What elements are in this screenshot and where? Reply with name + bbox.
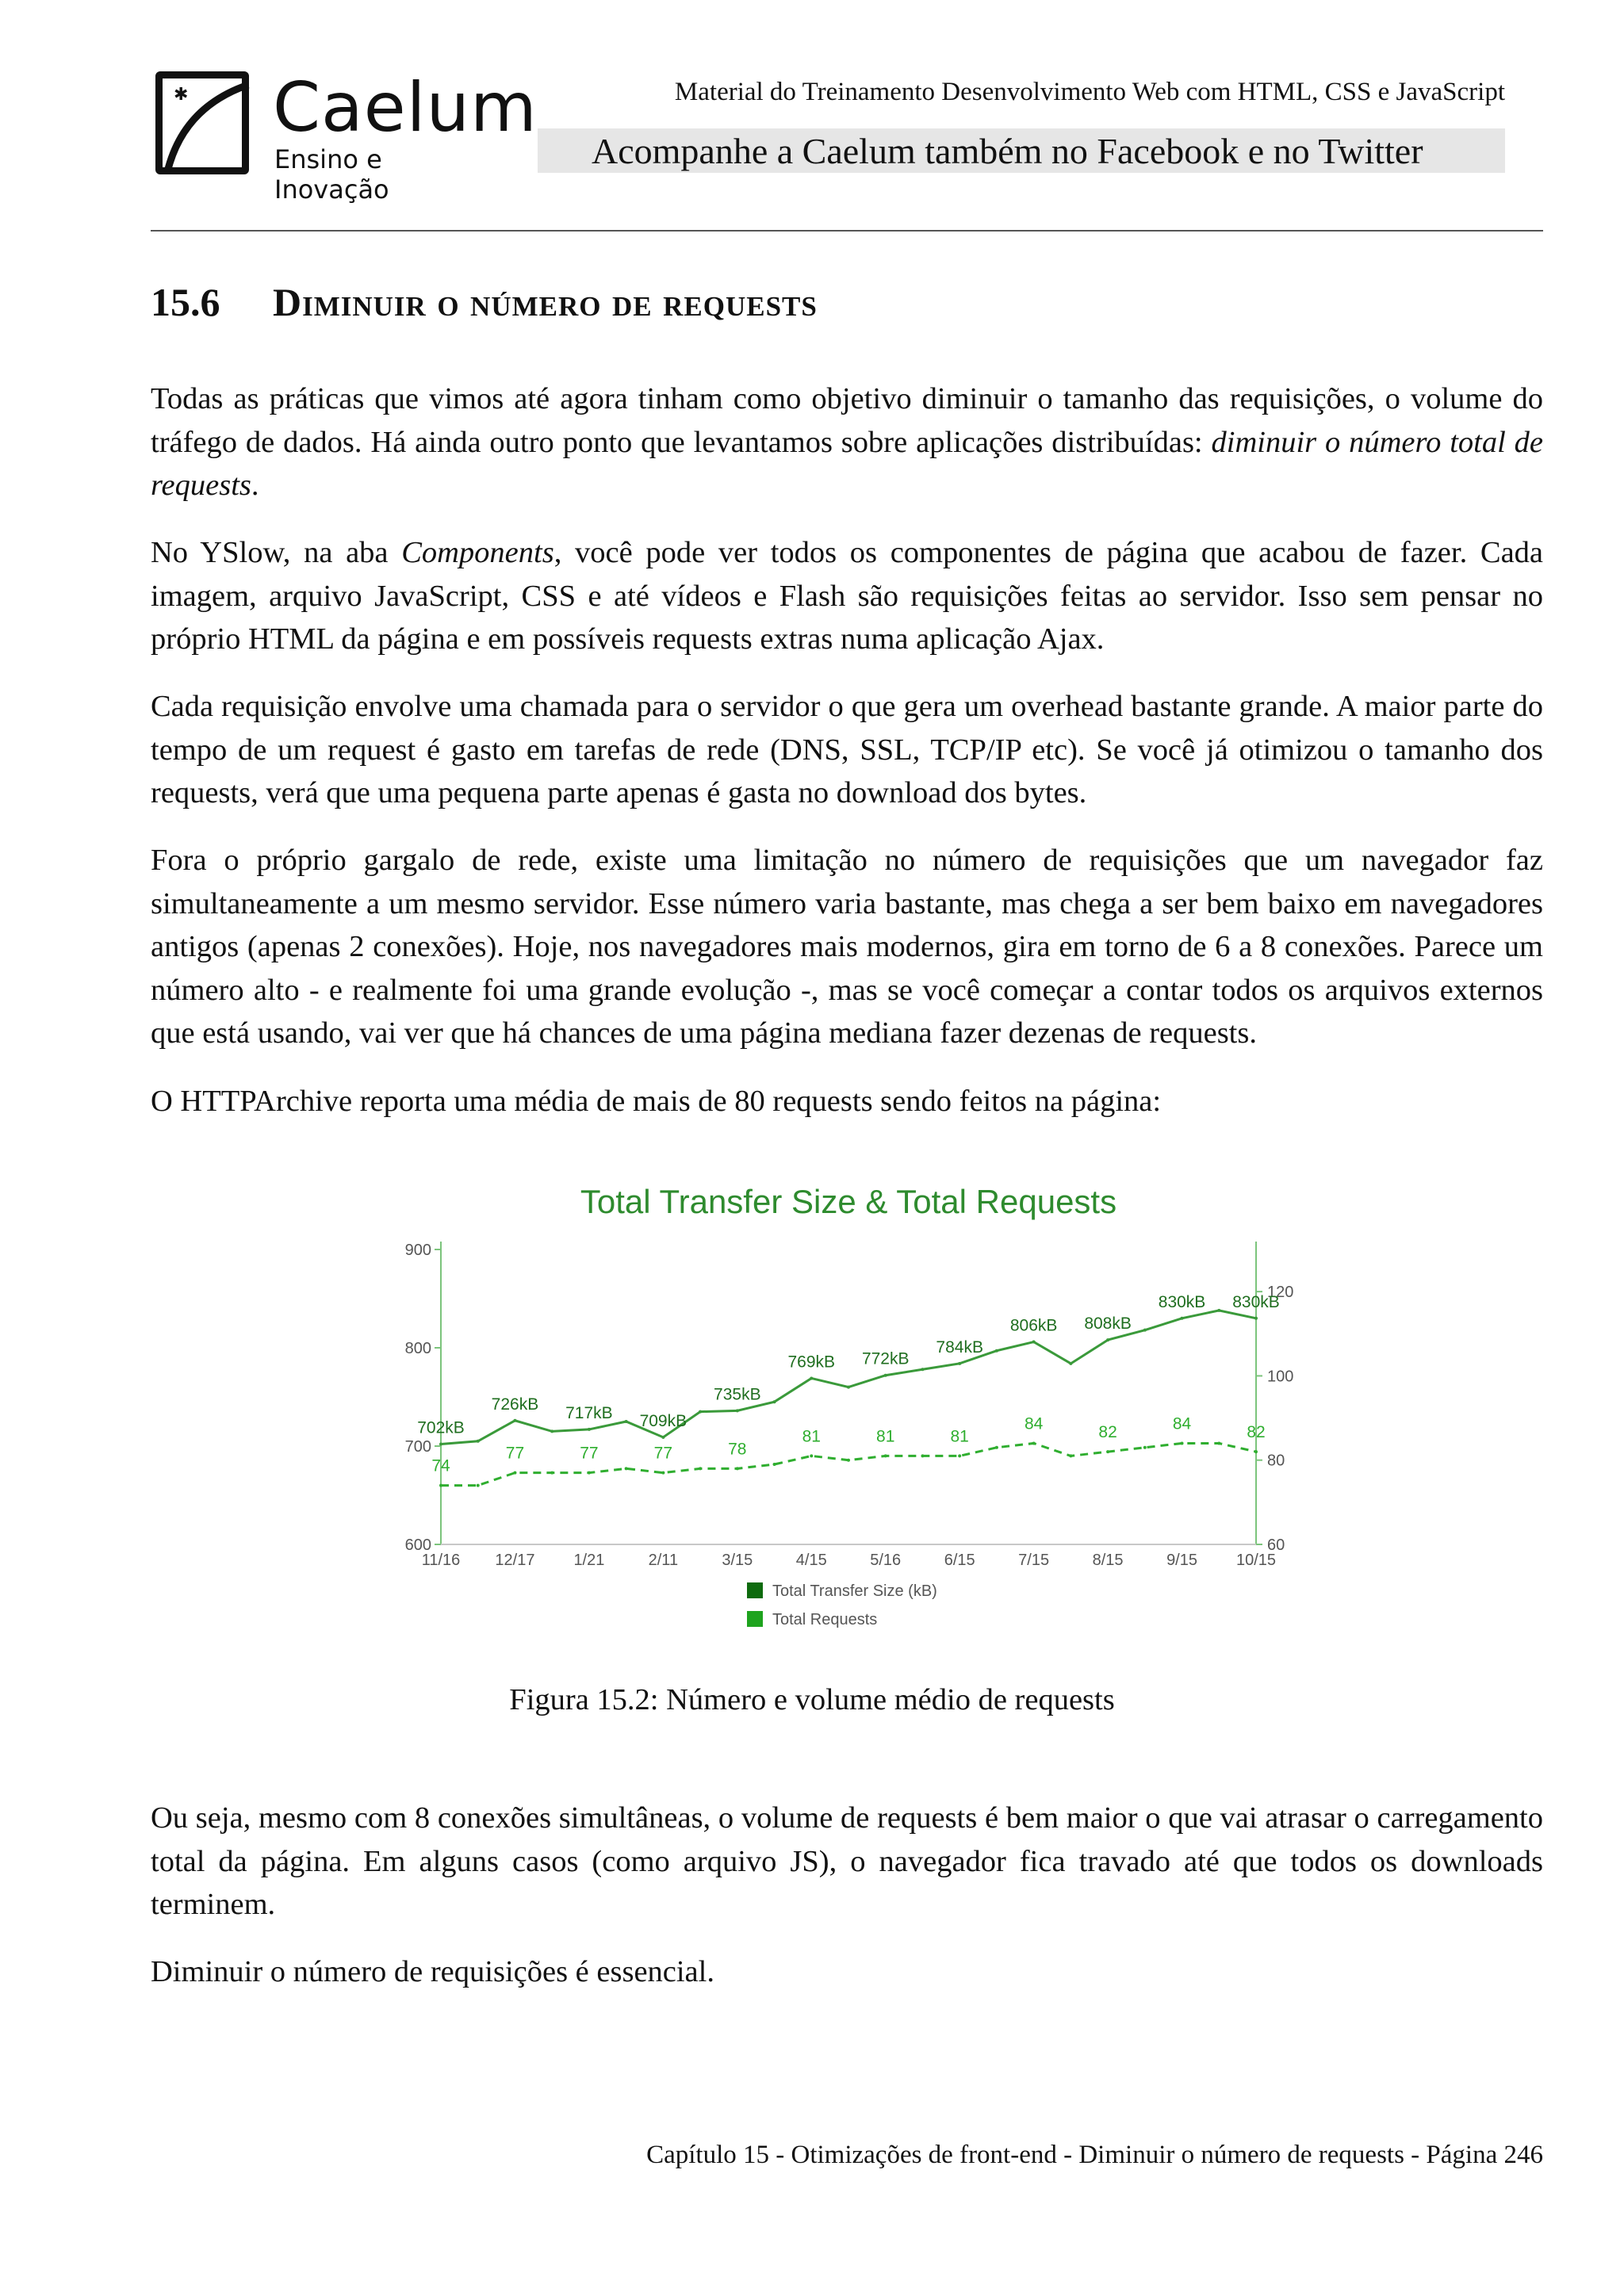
- point-transfer-size: [588, 1428, 591, 1431]
- point-total-requests: [847, 1459, 850, 1462]
- data-label-transfer-size: 784kB: [936, 1337, 983, 1357]
- paragraph-1-text: Todas as práticas que vimos até agora tinham como objetivo diminuir o tamanho das requisições, o volume do tráfego de dados. Há ainda outro ponto que levantamos sobre aplicações distribuídas:: [151, 382, 1543, 459]
- point-transfer-size: [1217, 1309, 1220, 1312]
- data-label-total-requests: 77: [580, 1444, 599, 1463]
- chart-figure: [373, 1165, 1324, 1641]
- left-tick-label: 900: [404, 1242, 431, 1259]
- point-transfer-size: [995, 1349, 998, 1353]
- star-icon: ✱: [174, 85, 189, 105]
- header-divider: [151, 230, 1543, 232]
- data-label-transfer-size: 709kB: [639, 1411, 688, 1430]
- x-tick-label: 4/15: [795, 1552, 827, 1569]
- data-label-total-requests: 81: [802, 1427, 821, 1446]
- data-label-transfer-size: 808kB: [1084, 1314, 1132, 1334]
- point-transfer-size: [699, 1410, 702, 1414]
- series-line-transfer-size: [441, 1311, 1256, 1445]
- data-label-total-requests: 78: [728, 1440, 747, 1459]
- point-transfer-size: [958, 1362, 961, 1365]
- header-banner: [538, 128, 1505, 173]
- data-label-transfer-size: 772kB: [861, 1349, 910, 1368]
- legend-swatch-total-requests: [747, 1611, 763, 1627]
- section-title: Diminuir o número de requests: [273, 280, 818, 324]
- x-tick-label: 11/16: [421, 1552, 461, 1569]
- paragraph-4: Fora o próprio gargalo de rede, existe uma limitação no número de requisições que um navegador faz simultaneamente a um mesmo servidor. Esse número varia bastante, mas chega a ser bem baixo em navegadores antigos (apenas 2 conexões). Hoje, nos navegadores mais modernos, gira em torno de 6 a 8 conexões. Parece um número alto - e realmente foi uma grande evolução -, mas se você começar a contar todos os arquivos externos que está usando, vai ver que há chances de uma página mediana fazer dezenas de requests.: [151, 844, 1543, 1050]
- point-transfer-size: [1069, 1362, 1072, 1365]
- point-transfer-size: [513, 1419, 516, 1422]
- point-total-requests: [1032, 1441, 1036, 1445]
- point-transfer-size: [661, 1436, 665, 1439]
- page-footer: Capítulo 15 - Otimizações de front-end - Diminuir o número de requests - Página 246: [646, 2141, 1543, 2169]
- logo-tagline: Ensino e Inovação: [274, 144, 389, 205]
- point-total-requests: [995, 1446, 998, 1449]
- header-banner-text: Acompanhe a Caelum também no Facebook e no Twitter: [592, 131, 1423, 171]
- paragraph-3: Cada requisição envolve uma chamada para o servidor o que gera um overhead bastante grande. A maior parte do tempo de um request é gasto em tarefas de rede (DNS, SSL, TCP/IP etc). Se você já otimizou o tamanho dos requests, verá que uma pequena parte apenas é gasta no download dos bytes.: [151, 690, 1543, 809]
- point-transfer-size: [884, 1374, 887, 1377]
- x-tick-label: 9/15: [1166, 1552, 1198, 1569]
- paragraph-1: [151, 377, 1543, 507]
- logo-name: Caelum: [273, 68, 538, 147]
- paragraph-1-end: .: [251, 469, 259, 502]
- right-tick-label: 60: [1267, 1536, 1285, 1554]
- data-label-transfer-size: 830kB: [1158, 1292, 1206, 1311]
- paragraph-6: Ou seja, mesmo com 8 conexões simultâneas, o volume de requests é bem maior o que vai atrasar o carregamento total da página. Em alguns casos (como arquivo JS), o navegador fica travado até que todos os downloads terminem.: [151, 1801, 1543, 1921]
- section-heading: [151, 279, 818, 325]
- data-label-total-requests: 84: [1172, 1414, 1192, 1433]
- point-transfer-size: [625, 1420, 628, 1423]
- point-transfer-size: [921, 1368, 924, 1371]
- paragraph-7: Diminuir o número de requisições é essencial.: [151, 1955, 714, 1988]
- x-tick-label: 7/15: [1018, 1552, 1050, 1569]
- right-tick-label: 100: [1267, 1368, 1294, 1386]
- x-tick-label: 1/21: [573, 1552, 605, 1569]
- data-label-transfer-size: 735kB: [714, 1385, 761, 1404]
- right-tick-label: 80: [1267, 1452, 1285, 1470]
- x-tick-label: 12/17: [495, 1552, 535, 1569]
- data-label-transfer-size: 769kB: [787, 1353, 836, 1372]
- point-transfer-size: [550, 1429, 553, 1433]
- point-total-requests: [1106, 1450, 1109, 1453]
- data-label-transfer-size: 717kB: [565, 1403, 613, 1422]
- paragraph-2: [151, 531, 1543, 661]
- point-transfer-size: [810, 1376, 813, 1380]
- header-title: Material do Treinamento Desenvolvimento Web com HTML, CSS e JavaScript: [674, 78, 1505, 106]
- paragraph-1-emphasis: diminuir o número total de requests: [151, 425, 1543, 502]
- x-tick-label: 8/15: [1092, 1552, 1124, 1569]
- chart-title: Total Transfer Size & Total Requests: [580, 1183, 1117, 1220]
- data-label-transfer-size: 726kB: [491, 1395, 539, 1414]
- paragraph-2-text: No YSlow, na aba: [151, 536, 402, 569]
- legend-label-total-requests: Total Requests: [772, 1611, 878, 1628]
- data-label-total-requests: 82: [1098, 1423, 1117, 1442]
- x-tick-label: 5/16: [870, 1552, 902, 1569]
- point-total-requests: [550, 1471, 553, 1475]
- caelum-logo: [155, 68, 538, 205]
- data-label-total-requests: 82: [1247, 1423, 1266, 1442]
- legend-swatch-transfer-size: [747, 1582, 763, 1598]
- logo-mark: [155, 71, 249, 174]
- data-label-transfer-size: 806kB: [1009, 1316, 1058, 1335]
- left-tick-label: 800: [404, 1340, 431, 1357]
- data-label-total-requests: 81: [876, 1427, 895, 1446]
- paragraph-5: O HTTPArchive reporta uma média de mais de 80 requests sendo feitos na página:: [151, 1085, 1162, 1118]
- point-transfer-size: [1143, 1329, 1147, 1332]
- point-total-requests: [699, 1467, 702, 1470]
- point-total-requests: [1069, 1454, 1072, 1457]
- point-total-requests: [773, 1463, 776, 1466]
- data-label-total-requests: 74: [431, 1456, 450, 1475]
- point-total-requests: [958, 1454, 961, 1457]
- data-label-transfer-size: 702kB: [417, 1418, 465, 1437]
- data-label-total-requests: 84: [1024, 1414, 1044, 1433]
- point-transfer-size: [736, 1409, 739, 1412]
- point-transfer-size: [439, 1443, 442, 1446]
- point-total-requests: [661, 1471, 665, 1475]
- data-label-total-requests: 77: [653, 1444, 673, 1463]
- point-total-requests: [810, 1454, 813, 1457]
- point-total-requests: [439, 1484, 442, 1487]
- x-tick-label: 2/11: [648, 1552, 679, 1569]
- legend-label-transfer-size: Total Transfer Size (kB): [772, 1582, 937, 1600]
- x-tick-label: 3/15: [722, 1552, 753, 1569]
- point-total-requests: [513, 1471, 516, 1475]
- point-total-requests: [1181, 1441, 1184, 1445]
- left-tick-label: 700: [404, 1438, 431, 1456]
- series-line-total-requests: [441, 1443, 1256, 1485]
- point-total-requests: [736, 1467, 739, 1470]
- point-transfer-size: [1106, 1338, 1109, 1341]
- point-transfer-size: [773, 1400, 776, 1403]
- point-transfer-size: [1181, 1317, 1184, 1320]
- point-total-requests: [477, 1484, 480, 1487]
- point-transfer-size: [847, 1386, 850, 1389]
- x-tick-label: 6/15: [944, 1552, 975, 1569]
- figure-caption: Figura 15.2: Número e volume médio de requests: [509, 1683, 1115, 1716]
- data-label-total-requests: 77: [505, 1444, 525, 1463]
- paragraph-2-end: , você pode ver todos os componentes de página que acabou de fazer. Cada imagem, arquivo JavaScript, CSS e até vídeos e Flash são requisições feitas ao servidor. Isso sem pensar no próprio HTML da página e em possíveis requests extras numa aplicação Ajax.: [151, 536, 1543, 656]
- data-label-transfer-size: 830kB: [1232, 1292, 1280, 1311]
- x-tick-label: 10/15: [1235, 1552, 1277, 1569]
- point-total-requests: [1254, 1450, 1258, 1453]
- line-chart: [373, 1165, 1324, 1641]
- point-transfer-size: [1254, 1317, 1258, 1320]
- point-total-requests: [1217, 1441, 1220, 1445]
- paragraph-2-emphasis: Components: [401, 536, 554, 569]
- point-total-requests: [625, 1467, 628, 1470]
- data-label-total-requests: 81: [950, 1427, 969, 1446]
- point-total-requests: [588, 1471, 591, 1475]
- point-transfer-size: [1032, 1341, 1036, 1344]
- point-transfer-size: [477, 1440, 480, 1443]
- point-total-requests: [884, 1454, 887, 1457]
- section-number: 15.6: [151, 280, 220, 324]
- left-tick-label: 600: [404, 1536, 431, 1554]
- right-tick-label: 120: [1267, 1284, 1294, 1302]
- point-total-requests: [1143, 1446, 1147, 1449]
- point-total-requests: [921, 1454, 924, 1457]
